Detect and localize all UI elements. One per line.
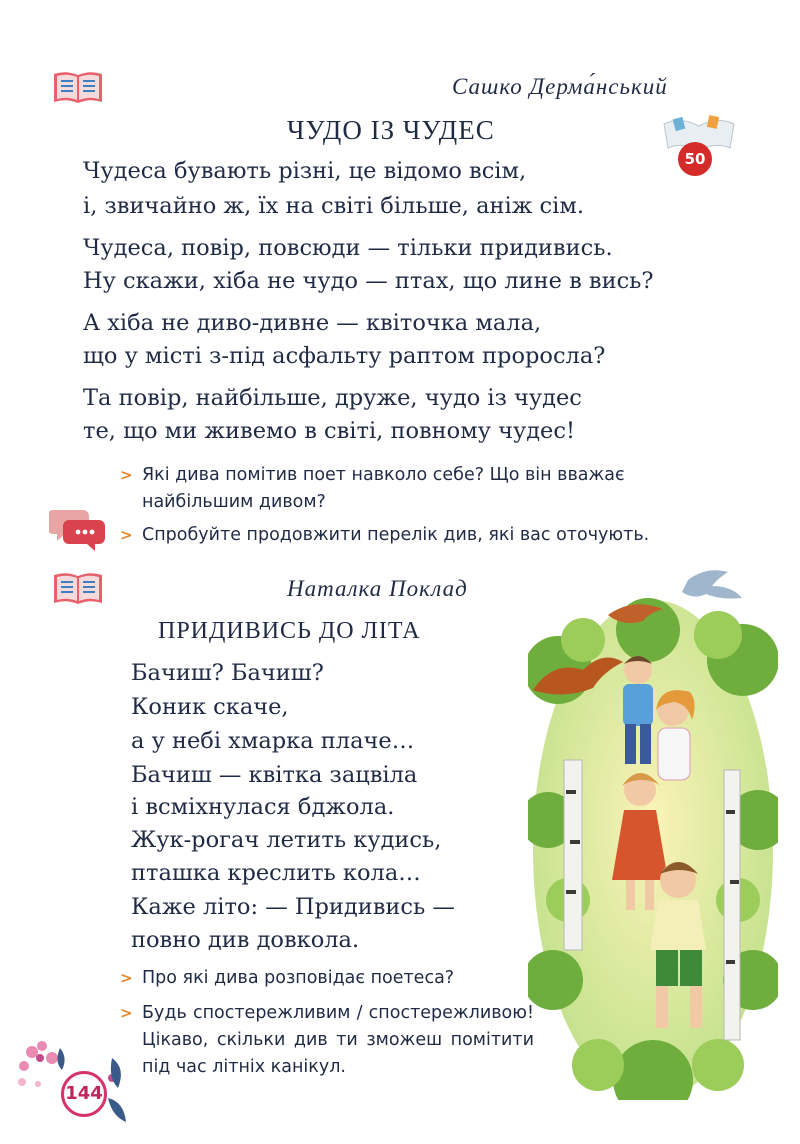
poem2-line: Бачиш — квітка зацвіла <box>131 762 418 788</box>
bullet-marker: > <box>120 526 133 544</box>
page-number: 144 <box>61 1071 107 1117</box>
question-item <box>120 462 737 516</box>
bullet-marker: > <box>120 466 133 484</box>
poem1-line: Чудеса бувають різні, це відомо всім, <box>83 158 527 184</box>
book-icon <box>52 70 104 106</box>
children-forest-illustration <box>528 560 778 1100</box>
poem1-line: Чудеса, повір, повсюди — тільки придивись. <box>83 235 613 261</box>
poem2-line: Каже літо: — Придивись — <box>131 894 455 920</box>
poem1-line: А хіба не диво-дивне — квіточка мала, <box>83 310 542 336</box>
poem1-line: що у місті з-під асфальту раптом проросла? <box>83 343 606 369</box>
question-item <box>120 1000 534 1081</box>
question-text: Будь спостережливим / спостережливою! Цікаво, скільки див ти зможеш помітити під час літніх канікул. <box>142 1003 534 1077</box>
poem2-line: Жук-рогач летить кудись, <box>131 827 442 853</box>
poem1-line: те, що ми живемо в світі, повному чудес! <box>83 418 576 444</box>
poem2-line: повно див довкола. <box>131 927 360 953</box>
question-text: Які дива помітив поет навколо себе? Що він вважає найбільшим дивом? <box>142 465 625 512</box>
poem2-title: ПРИДИВИСЬ ДО ЛІТА <box>158 618 421 644</box>
bullet-marker: > <box>120 1004 133 1022</box>
poem2-line: Бачиш? Бачиш? <box>131 660 324 686</box>
question-item <box>120 522 737 549</box>
poem2-line: і всміхнулася бджола. <box>131 794 395 820</box>
poem2-line: а у небі хмарка плаче… <box>131 728 415 754</box>
poem2-line: пташка креслить кола… <box>131 860 421 886</box>
question-item <box>120 965 532 992</box>
poem1-title: ЧУДО ІЗ ЧУДЕС <box>287 115 495 145</box>
bullet-marker: > <box>120 969 133 987</box>
discussion-icon <box>49 506 107 552</box>
poem1-line: Ну скажи, хіба не чудо — птах, що лине в вись? <box>83 268 654 294</box>
poem1-line: Та повір, найбільше, друже, чудо із чудес <box>83 385 582 411</box>
poem2-line: Коник скаче, <box>131 694 289 720</box>
question-text: Спробуйте продовжити перелік див, які вас оточують. <box>142 525 650 545</box>
poem1-line: і, звичайно ж, їх на світі більше, аніж сім. <box>83 193 585 219</box>
book-icon <box>52 571 104 607</box>
poem1-author: Сашко Дерма́нський <box>452 74 668 99</box>
lesson-number-badge: 50 <box>678 142 712 176</box>
poem2-author: Наталка Поклад <box>287 576 468 601</box>
question-text: Про які дива розповідає поетеса? <box>142 968 455 988</box>
